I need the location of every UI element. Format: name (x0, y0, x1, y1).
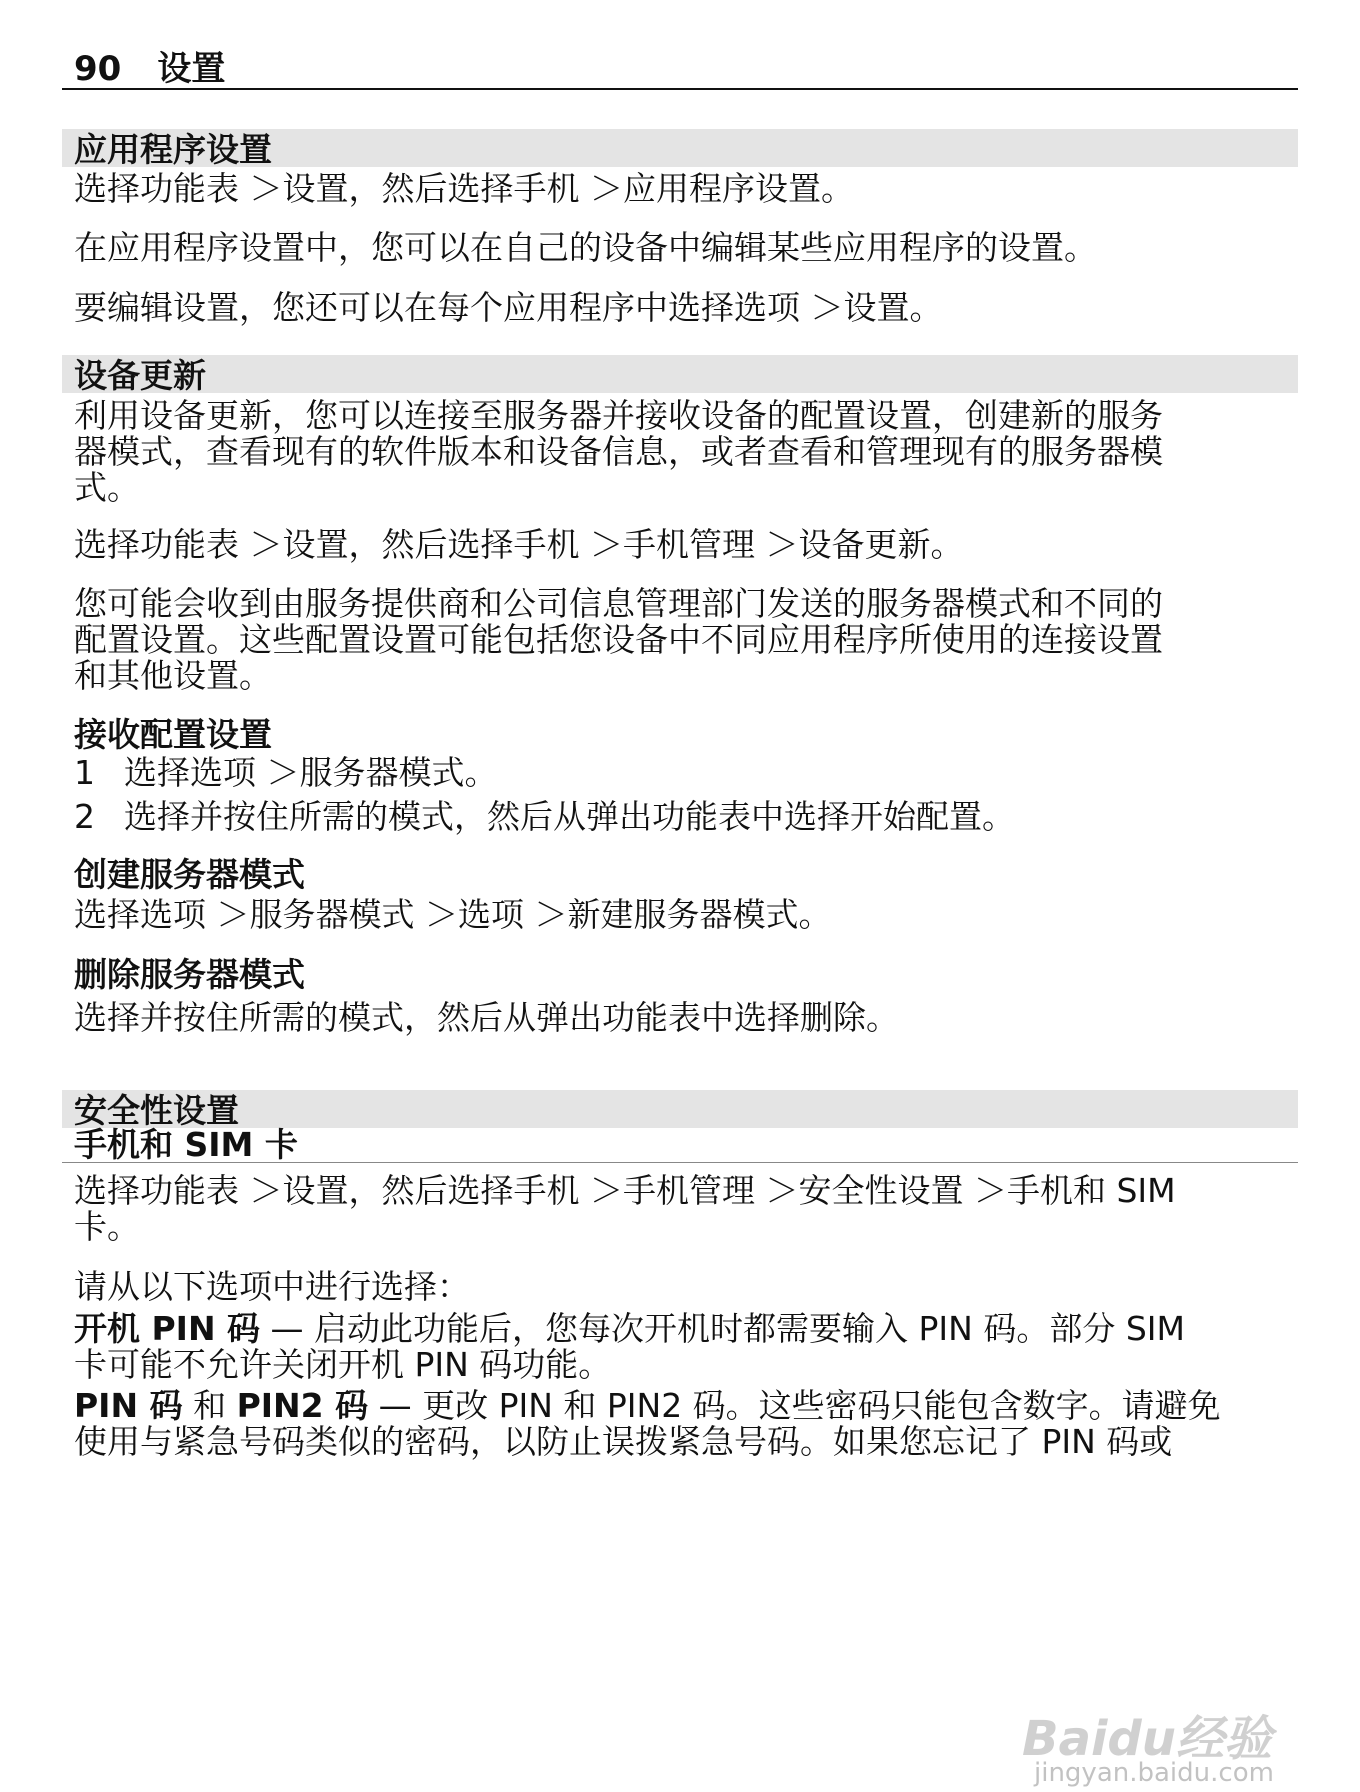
list-item-number: 1 (74, 753, 95, 792)
option-description: — 更改 PIN 和 PIN2 码。这些密码只能包含数字。请避免 (368, 1386, 1221, 1425)
security-choose-prompt: 请从以下选项中进行选择： (74, 1267, 470, 1306)
security-path-line1: 选择功能表 ＞设置，然后选择手机 ＞手机管理 ＞安全性设置 ＞手机和 SIM (74, 1171, 1176, 1210)
section-title-app-settings: 应用程序设置 (62, 129, 1298, 167)
list-item (74, 753, 498, 792)
app-settings-description: 在应用程序设置中，您可以在自己的设备中编辑某些应用程序的设置。 (74, 228, 1097, 267)
app-settings-edit-note: 要编辑设置，您还可以在每个应用程序中选择选项 ＞设置。 (74, 288, 943, 327)
device-update-note-line1: 您可能会收到由服务提供商和公司信息管理部门发送的服务器模式和不同的 (74, 584, 1163, 623)
option-startup-pin (74, 1309, 1274, 1348)
subhead-receive-config: 接收配置设置 (74, 715, 272, 754)
manual-page (62, 0, 1298, 1792)
create-server-mode-path: 选择选项 ＞服务器模式 ＞选项 ＞新建服务器模式。 (74, 895, 832, 934)
list-item-number: 2 (74, 797, 95, 836)
watermark-url: jingyan.baidu.com (1034, 1758, 1274, 1788)
option-description: — 启动此功能后，您每次开机时都需要输入 PIN 码。部分 SIM (260, 1309, 1185, 1348)
option-term: PIN 码 (74, 1386, 183, 1425)
subhead-phone-and-sim: 手机和 SIM 卡 (62, 1127, 1298, 1163)
subhead-delete-server-mode: 删除服务器模式 (74, 955, 305, 994)
device-update-intro-line2: 器模式，查看现有的软件版本和设备信息，或者查看和管理现有的服务器模 (74, 432, 1163, 471)
device-update-note-line2: 配置设置。这些配置设置可能包括您设备中不同应用程序所使用的连接设置 (74, 620, 1163, 659)
option-connector: 和 (182, 1386, 237, 1425)
device-update-path: 选择功能表 ＞设置，然后选择手机 ＞手机管理 ＞设备更新。 (74, 525, 964, 564)
page-number: 90 (74, 49, 122, 89)
list-item (74, 797, 1015, 836)
security-path-line2: 卡。 (74, 1207, 140, 1246)
option-pin-codes-line2: 使用与紧急号码类似的密码，以防止误拨紧急号码。如果您忘记了 PIN 码或 (74, 1422, 1173, 1461)
app-settings-path: 选择功能表 ＞设置，然后选择手机 ＞应用程序设置。 (74, 169, 854, 208)
device-update-intro-line1: 利用设备更新，您可以连接至服务器并接收设备的配置设置，创建新的服务 (74, 396, 1163, 435)
list-item-text: 选择选项 ＞服务器模式。 (124, 753, 498, 792)
option-startup-pin-line2: 卡可能不允许关闭开机 PIN 码功能。 (74, 1345, 612, 1384)
baidu-logo: Baidu经验 (1022, 1711, 1272, 1767)
option-term: PIN2 码 (236, 1386, 369, 1425)
device-update-intro-line3: 式。 (74, 468, 140, 507)
option-term: 开机 PIN 码 (74, 1309, 261, 1348)
subhead-create-server-mode: 创建服务器模式 (74, 855, 305, 894)
list-item-text: 选择并按住所需的模式，然后从弹出功能表中选择开始配置。 (124, 797, 1015, 836)
running-head (62, 50, 1298, 90)
device-update-note-line3: 和其他设置。 (74, 656, 272, 695)
section-title-device-update: 设备更新 (62, 355, 1298, 393)
section-title-security: 安全性设置 (62, 1090, 1298, 1128)
option-pin-codes (74, 1386, 1274, 1425)
running-head-section: 设置 (157, 49, 226, 89)
baidu-watermark (1022, 1700, 1360, 1790)
delete-server-mode-text: 选择并按住所需的模式，然后从弹出功能表中选择删除。 (74, 998, 899, 1037)
